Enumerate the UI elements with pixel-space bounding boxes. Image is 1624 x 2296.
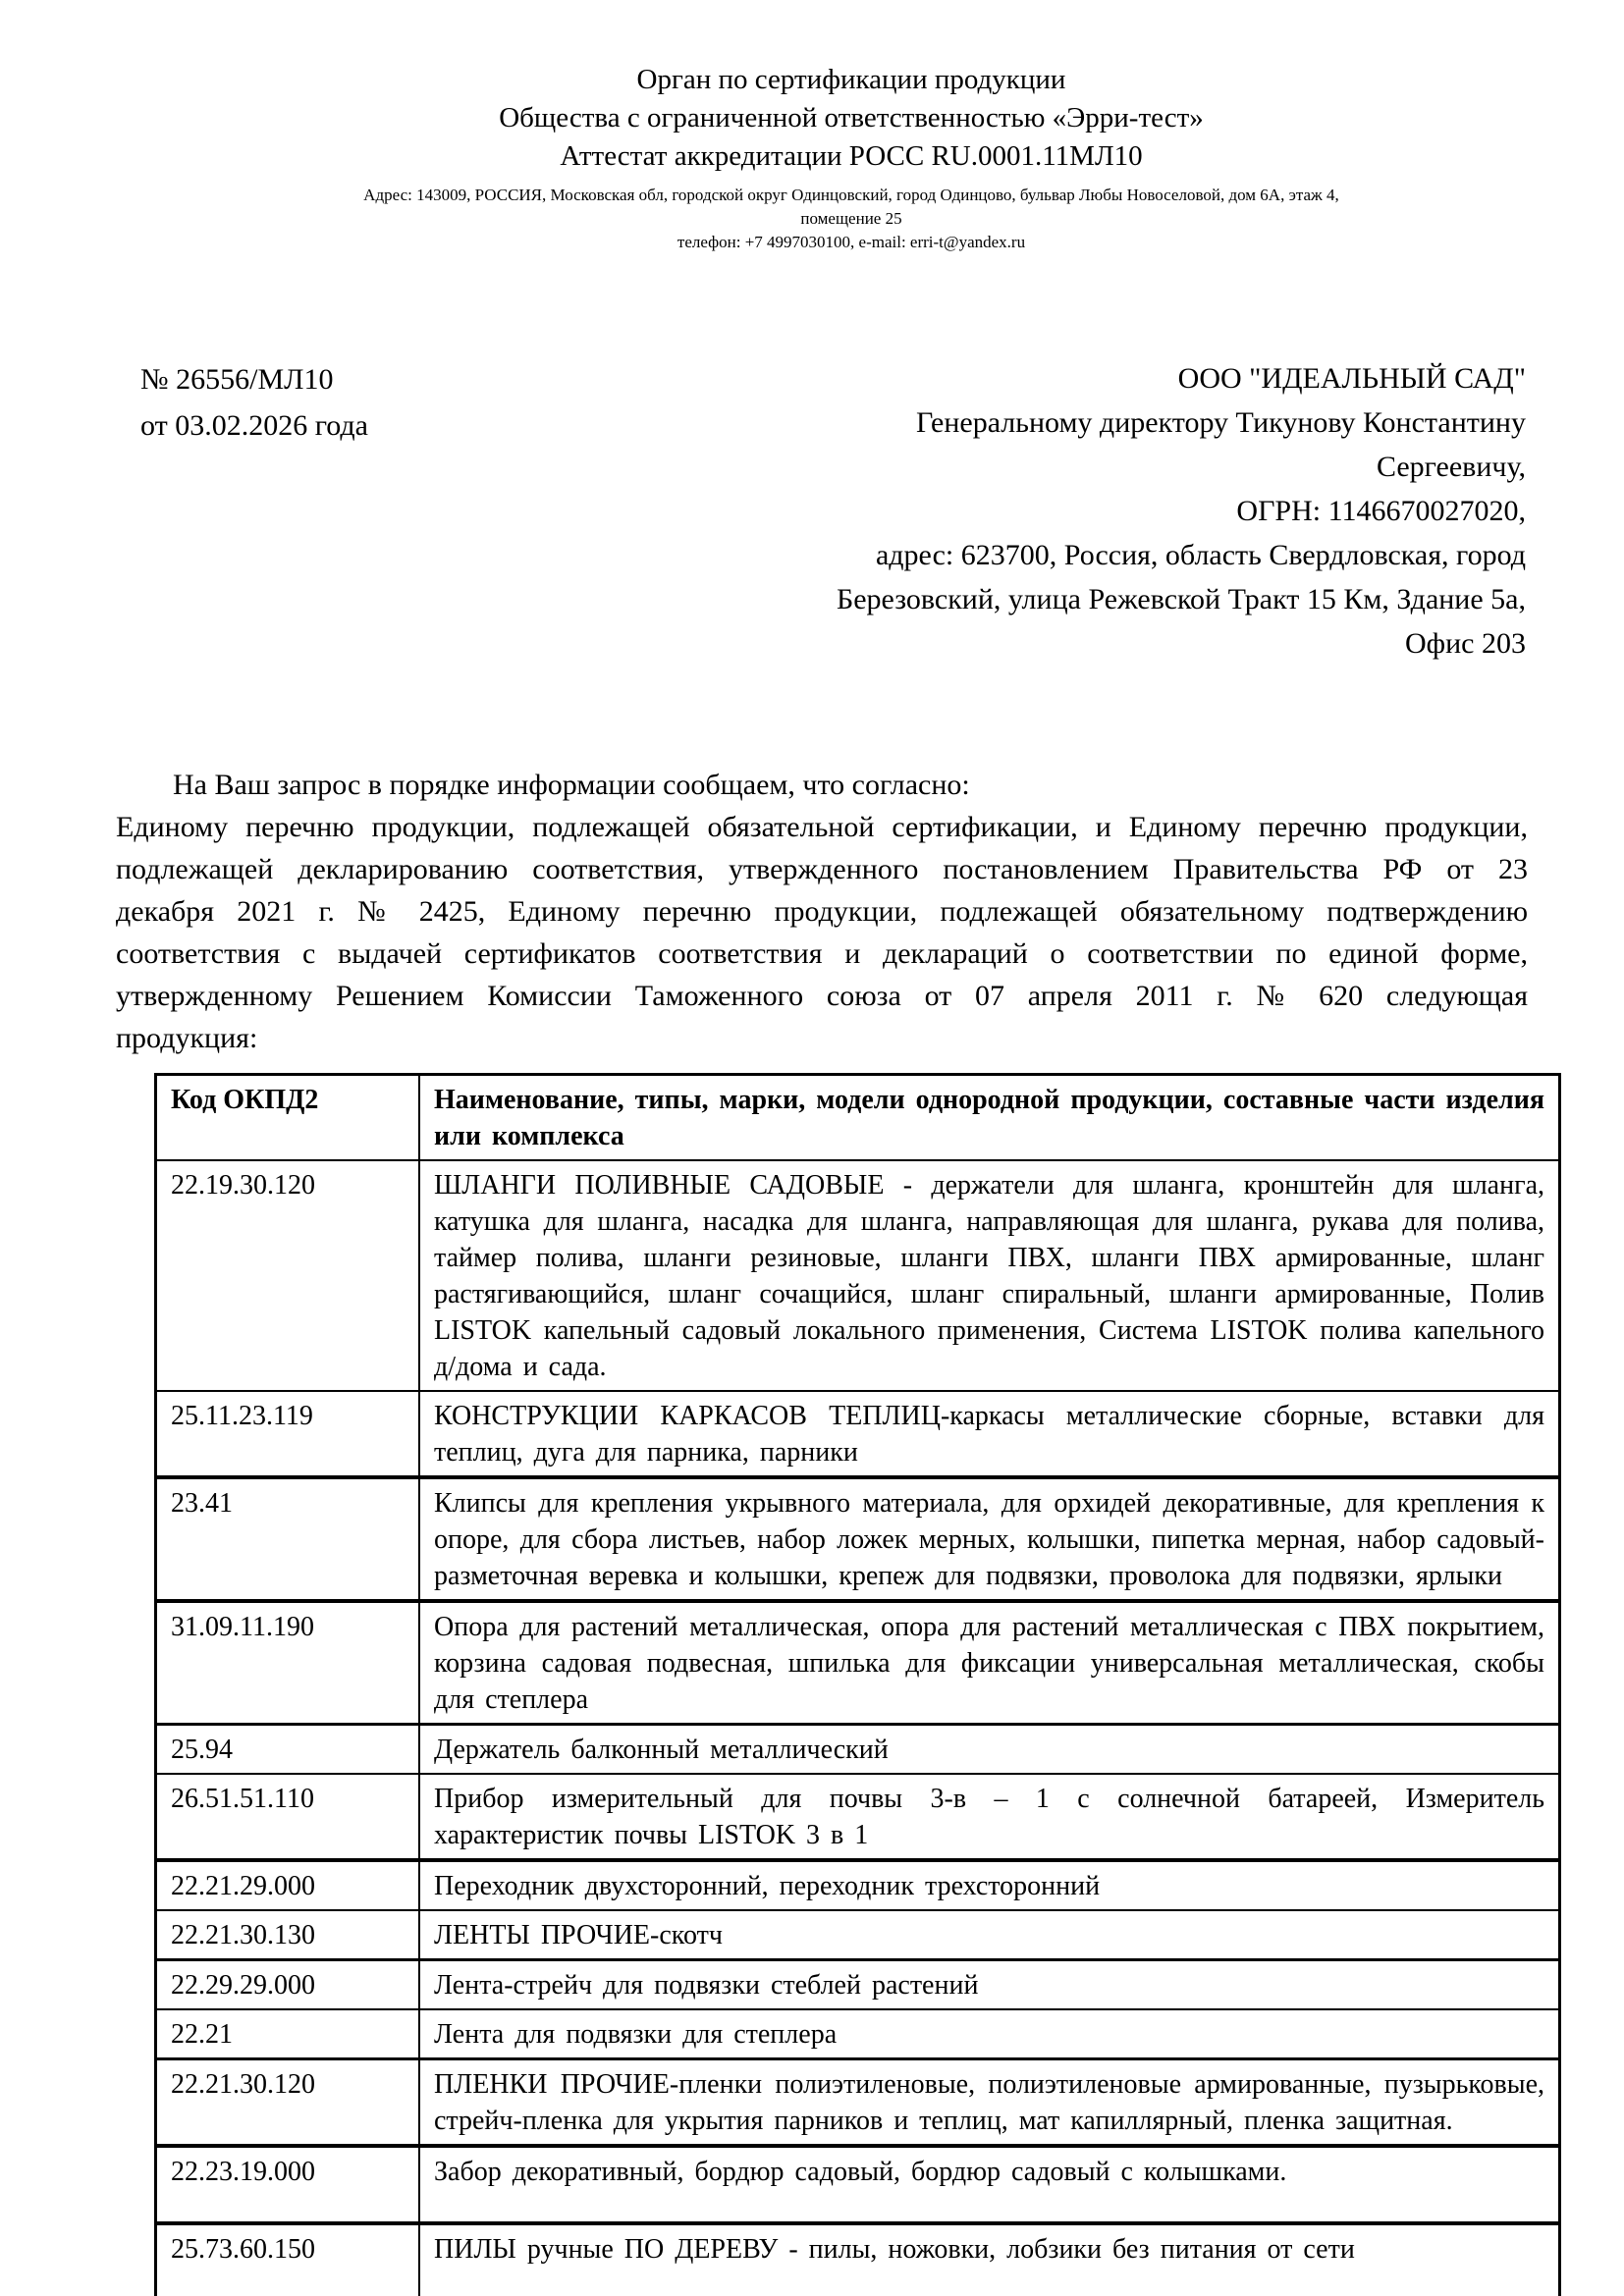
recipient-address-line-1: адрес: 623700, Россия, область Свердловская, город <box>875 539 1526 571</box>
product-name-cell: Лента-стрейч для подвязки стеблей растений <box>419 1960 1560 2010</box>
product-name-cell: Клипсы для крепления укрывного материала, для орхидей декоративные, для крепления к опоре, для сбора листьев, набор ложек мерных, колышки, пипетка мерная, набор садовый-разметочная веревка и колышки, крепеж для подвязки, проволока для подвязки, ярлыки <box>419 1477 1560 1601</box>
recipient-company: ООО "ИДЕАЛЬНЫЙ САД" <box>1177 362 1526 395</box>
products-table-head <box>156 1075 1560 1161</box>
product-name-cell: ПИЛЫ ручные ПО ДЕРЕВУ - пилы, ножовки, лобзики без питания от сети <box>419 2223 1560 2296</box>
letterhead-address-2: помещение 25 <box>800 209 902 228</box>
product-name-cell: ЛЕНТЫ ПРОЧИЕ-скотч <box>419 1910 1560 1960</box>
reference-recipient-section <box>0 356 1624 666</box>
product-name-cell: Держатель балконный металлический <box>419 1725 1560 1775</box>
product-name-cell: Забор декоративный, бордюр садовый, бордюр садовый с колышками. <box>419 2146 1560 2223</box>
product-name-cell: Прибор измерительный для почвы 3-в – 1 с солнечной батареей, Измеритель характеристик почвы LISTOK 3 в 1 <box>419 1774 1560 1860</box>
letterhead <box>0 0 1624 254</box>
table-row <box>156 2059 1560 2147</box>
table-header-row <box>156 1075 1560 1161</box>
okpd-code-cell: 25.11.23.119 <box>156 1391 420 1477</box>
body-paragraph: Единому перечню продукции, подлежащей обязательной сертификации, и Единому перечню продукции, подлежащей декларированию соответствия, утвержденного постановлением Правительства РФ от 23 декабря 2021 г. № 2425, Единому перечню продукции, подлежащей обязательному подтверждению соответствия с выдачей сертификатов соответствия и деклараций о соответствии по единой форме, утвержденному Решением Комиссии Таможенного союза от 07 апреля 2011 г. № 620 следующая продукция: <box>116 811 1528 1054</box>
table-row <box>156 1391 1560 1477</box>
okpd-code-cell: 22.21 <box>156 2009 420 2059</box>
intro-line: На Ваш запрос в порядке информации сообщаем, что согласно: <box>173 769 970 801</box>
recipient-director-line-2: Сергеевичу, <box>1376 451 1526 483</box>
col-header-product-name: Наименование, типы, марки, модели однородной продукции, составные части изделия или комплекса <box>419 1075 1560 1161</box>
letter-number: № 26556/МЛ10 <box>140 363 334 396</box>
table-row <box>156 1774 1560 1860</box>
okpd-code-cell: 22.29.29.000 <box>156 1960 420 2010</box>
recipient-address-line-3: Офис 203 <box>1405 627 1526 660</box>
okpd-code-cell: 22.21.30.130 <box>156 1910 420 1960</box>
okpd-code-cell: 22.19.30.120 <box>156 1160 420 1391</box>
okpd-code-cell: 22.21.29.000 <box>156 1860 420 1910</box>
okpd-code-cell: 25.94 <box>156 1725 420 1775</box>
okpd-code-cell: 22.23.19.000 <box>156 2146 420 2223</box>
table-row <box>156 1960 1560 2010</box>
table-row <box>156 1160 1560 1391</box>
table-row <box>156 1860 1560 1910</box>
recipient-block <box>368 356 1624 666</box>
product-name-cell: ШЛАНГИ ПОЛИВНЫЕ САДОВЫЕ - держатели для шланга, кронштейн для шланга, катушка для шланга, насадка для шланга, направляющая для шланга, рукава для полива, таймер полива, шланги резиновые, шланги ПВХ, шланги ПВХ армированные, шланг растягивающийся, шланг сочащийся, шланг спиральный, шланги армированные, Полив LISTOK капельный садовый локального применения, Система LISTOK полива капельного д/дома и сада. <box>419 1160 1560 1391</box>
table-row <box>156 2146 1560 2223</box>
letterhead-details <box>79 184 1624 254</box>
okpd-code-cell: 26.51.51.110 <box>156 1774 420 1860</box>
recipient-director-line: Генеральному директору Тикунову Константину <box>915 406 1526 439</box>
okpd-code-cell: 31.09.11.190 <box>156 1601 420 1725</box>
table-row <box>156 1725 1560 1775</box>
letterhead-org-name: Общества с ограниченной ответственностью «Эрри-тест» <box>499 102 1204 133</box>
recipient-ogrn: ОГРН: 1146670027020, <box>1236 495 1526 527</box>
letterhead-org-type: Орган по сертификации продукции <box>636 64 1066 95</box>
letter-reference <box>140 356 368 666</box>
letterhead-accreditation: Аттестат аккредитации РОСС RU.0001.11МЛ10 <box>560 140 1143 172</box>
okpd-code-cell: 25.73.60.150 <box>156 2223 420 2296</box>
okpd-code-cell: 23.41 <box>156 1477 420 1601</box>
product-name-cell: КОНСТРУКЦИИ КАРКАСОВ ТЕПЛИЦ-каркасы металлические сборные, вставки для теплиц, дуга для парника, парники <box>419 1391 1560 1477</box>
col-header-okpd-code: Код ОКПД2 <box>156 1075 420 1161</box>
product-name-cell: Переходник двухсторонний, переходник трехсторонний <box>419 1860 1560 1910</box>
okpd-code-cell: 22.21.30.120 <box>156 2059 420 2147</box>
recipient-address-line-2: Березовский, улица Режевской Тракт 15 Км, Здание 5а, <box>836 583 1526 615</box>
product-name-cell: Опора для растений металлическая, опора для растений металлическая с ПВХ покрытием, корзина садовая подвесная, шпилька для фиксации универсальная металлическая, скобы для степлера <box>419 1601 1560 1725</box>
product-name-cell: ПЛЕНКИ ПРОЧИЕ-пленки полиэтиленовые, полиэтиленовые армированные, пузырьковые, стрейч-пленка для укрытия парников и теплиц, мат капиллярный, пленка защитная. <box>419 2059 1560 2147</box>
products-table <box>154 1073 1561 2296</box>
table-row <box>156 1477 1560 1601</box>
products-table-body <box>156 1160 1560 2296</box>
table-row <box>156 1910 1560 1960</box>
product-name-cell: Лента для подвязки для степлера <box>419 2009 1560 2059</box>
table-row <box>156 2009 1560 2059</box>
table-row <box>156 2223 1560 2296</box>
letter-body <box>116 764 1528 1059</box>
table-row <box>156 1601 1560 1725</box>
letterhead-contacts: телефон: +7 4997030100, e-mail: erri-t@yandex.ru <box>677 233 1026 251</box>
letter-date: от 03.02.2026 года <box>140 409 368 442</box>
letterhead-address: Адрес: 143009, РОССИЯ, Московская обл, городской округ Одинцовский, город Одинцово, бульвар Любы Новоселовой, дом 6А, этаж 4, <box>363 186 1339 204</box>
